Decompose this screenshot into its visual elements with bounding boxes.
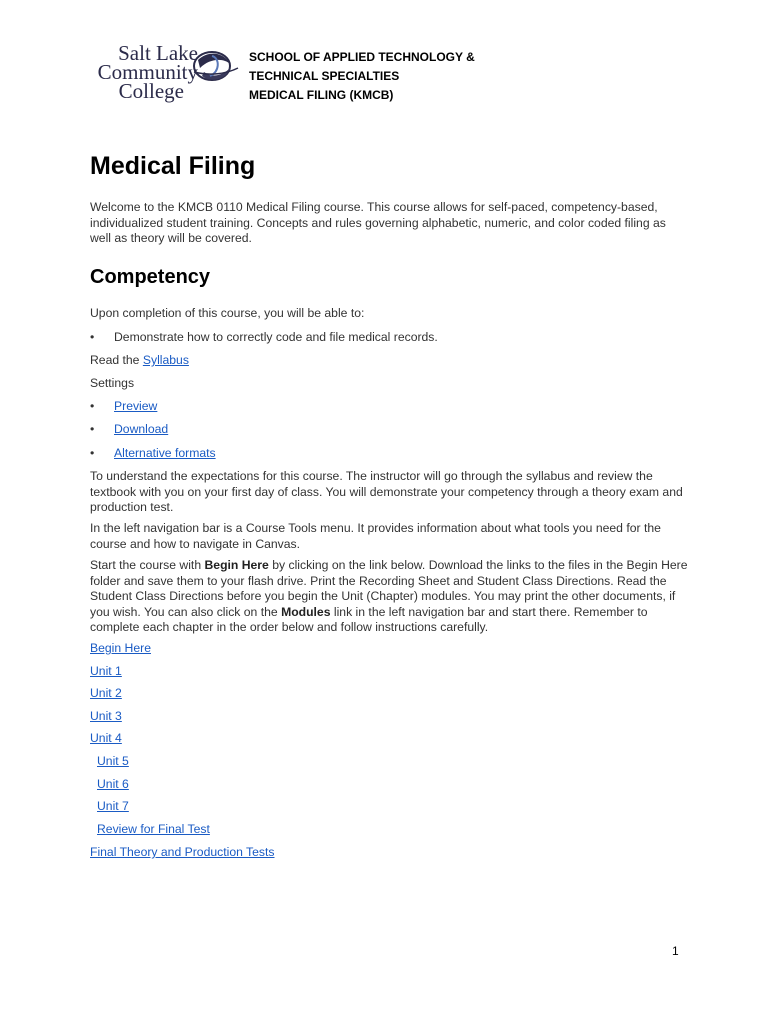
bullet-icon: • bbox=[90, 446, 95, 460]
page-title: Medical Filing bbox=[90, 152, 256, 180]
start-bold-modules: Modules bbox=[281, 604, 331, 619]
logo-line-1: Salt Lake bbox=[118, 41, 198, 65]
start-text-3: link in the left navigation bar and start there. Remember to complete each chapter in the order below and follow instructions carefully. bbox=[90, 604, 648, 634]
download-link[interactable]: Download bbox=[114, 422, 169, 436]
bullet-icon: • bbox=[90, 330, 95, 344]
preview-link[interactable]: Preview bbox=[114, 399, 158, 413]
unit-4-link[interactable]: Unit 4 bbox=[90, 731, 122, 745]
logo-emblem-icon bbox=[190, 46, 240, 88]
school-line-3: MEDICAL FILING (KMCB) bbox=[249, 88, 394, 102]
syllabus-line bbox=[90, 353, 690, 369]
competency-heading: Competency bbox=[90, 266, 211, 288]
start-text-2: by clicking on the link below. Download the links to the files in the Begin Here folder and save them to your flash drive. Print the Recording Sheet and Student Class Directions. Read the Student Class Directions before you begin the Unit (Chapter) modules. You may print the other documents, if you wish. You can also click on the bbox=[90, 558, 688, 619]
competency-lead: Upon completion of this course, you will be able to: bbox=[90, 306, 365, 320]
syllabus-link[interactable]: Syllabus bbox=[142, 353, 189, 367]
unit-5-link[interactable]: Unit 5 bbox=[97, 754, 129, 768]
expectations-paragraph: To understand the expectations for this course. The instructor will go through the syllabus and review the textbook with you on your first day of class. You will demonstrate your competency through a theory exam and production test. bbox=[90, 469, 683, 514]
unit-2-link[interactable]: Unit 2 bbox=[90, 686, 122, 700]
school-heading bbox=[249, 48, 475, 105]
page-number: 1 bbox=[672, 944, 679, 958]
logo-wordmark bbox=[94, 41, 198, 103]
start-paragraph bbox=[90, 558, 690, 636]
college-logo bbox=[94, 41, 244, 104]
navigation-paragraph: In the left navigation bar is a Course Tools menu. It provides information about what tools you need for the course and how to navigate in Canvas. bbox=[90, 521, 661, 551]
start-bold-begin-here: Begin Here bbox=[204, 558, 269, 572]
logo-line-3: College bbox=[118, 79, 184, 103]
school-line-2: TECHNICAL SPECIALTIES bbox=[249, 69, 400, 83]
logo-line-2: Community bbox=[97, 60, 198, 84]
competency-bullet-text: Demonstrate how to correctly code and file medical records. bbox=[114, 330, 438, 344]
unit-7-link[interactable]: Unit 7 bbox=[97, 799, 129, 813]
settings-label: Settings bbox=[90, 376, 135, 390]
alternative-formats-link[interactable]: Alternative formats bbox=[114, 446, 216, 460]
bullet-icon: • bbox=[90, 399, 95, 413]
syllabus-prefix: Read the bbox=[90, 353, 143, 367]
final-tests-link[interactable]: Final Theory and Production Tests bbox=[90, 845, 275, 859]
bullet-icon: • bbox=[90, 422, 95, 436]
school-line-1: SCHOOL OF APPLIED TECHNOLOGY & bbox=[249, 50, 475, 64]
unit-6-link[interactable]: Unit 6 bbox=[97, 777, 129, 791]
begin-here-link[interactable]: Begin Here bbox=[90, 641, 151, 655]
unit-1-link[interactable]: Unit 1 bbox=[90, 664, 122, 678]
unit-3-link[interactable]: Unit 3 bbox=[90, 709, 122, 723]
review-final-test-link[interactable]: Review for Final Test bbox=[97, 822, 210, 836]
intro-paragraph: Welcome to the KMCB 0110 Medical Filing course. This course allows for self-paced, competency-based, individualized student training. Concepts and rules governing alphabetic, numeric, and color coded filing as well as theory will be covered. bbox=[90, 200, 666, 245]
start-text-1: Start the course with bbox=[90, 558, 205, 572]
